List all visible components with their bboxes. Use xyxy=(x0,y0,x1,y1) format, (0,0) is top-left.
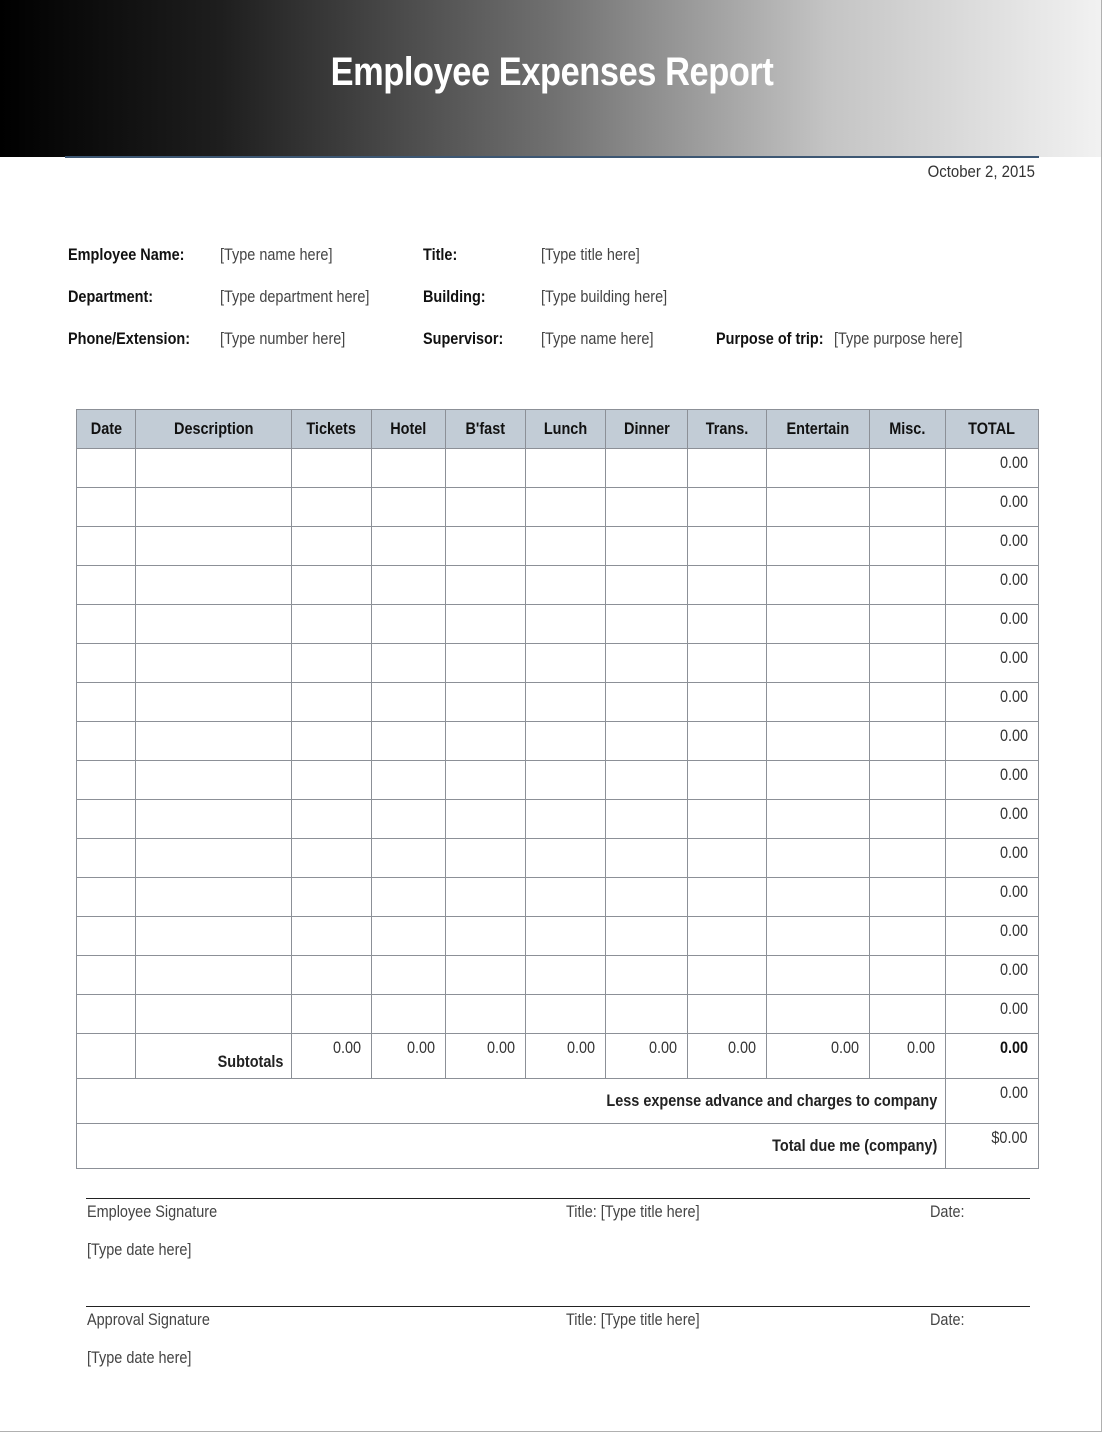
cell-date[interactable] xyxy=(77,839,136,878)
col-hotel: Hotel xyxy=(372,410,446,449)
cell-total: 0.00 xyxy=(946,761,1039,800)
cell-trans[interactable] xyxy=(688,566,767,605)
cell-dinner[interactable] xyxy=(606,527,688,566)
cell-entertain[interactable] xyxy=(767,917,870,956)
cell-entertain[interactable] xyxy=(767,761,870,800)
cell-hotel[interactable] xyxy=(372,917,446,956)
cell-description[interactable] xyxy=(136,878,292,917)
table-row xyxy=(77,800,1039,839)
cell-dinner[interactable] xyxy=(606,956,688,995)
cell-entertain[interactable] xyxy=(767,878,870,917)
less-advance-label: Less expense advance and charges to company xyxy=(77,1079,946,1124)
approval-date-field[interactable]: [Type date here] xyxy=(87,1348,192,1367)
cell-date[interactable] xyxy=(77,566,136,605)
cell-date[interactable] xyxy=(77,917,136,956)
cell-total: 0.00 xyxy=(946,527,1039,566)
employee-signature-line[interactable] xyxy=(86,1198,1030,1199)
cell-total: 0.00 xyxy=(946,449,1039,488)
cell-tickets[interactable] xyxy=(292,644,372,683)
table-header-row xyxy=(77,410,1039,449)
phone-label: Phone/Extension: xyxy=(68,329,191,348)
table-row xyxy=(77,566,1039,605)
cell-description[interactable] xyxy=(136,566,292,605)
cell-description[interactable] xyxy=(136,917,292,956)
cell-trans[interactable] xyxy=(688,605,767,644)
cell-breakfast[interactable] xyxy=(446,683,526,722)
cell-description[interactable] xyxy=(136,605,292,644)
cell-date[interactable] xyxy=(77,722,136,761)
cell-breakfast[interactable] xyxy=(446,995,526,1034)
cell-date[interactable] xyxy=(77,761,136,800)
cell-lunch[interactable] xyxy=(526,722,606,761)
cell-date[interactable] xyxy=(77,800,136,839)
table-row xyxy=(77,527,1039,566)
subtotal-hotel: 0.00 xyxy=(372,1034,446,1079)
cell-trans[interactable] xyxy=(688,722,767,761)
cell-hotel[interactable] xyxy=(372,839,446,878)
cell-breakfast[interactable] xyxy=(446,761,526,800)
cell-trans[interactable] xyxy=(688,527,767,566)
employee-date-field[interactable]: [Type date here] xyxy=(87,1240,192,1259)
cell-tickets[interactable] xyxy=(292,527,372,566)
cell-date[interactable] xyxy=(77,527,136,566)
cell-dinner[interactable] xyxy=(606,644,688,683)
total-due-row xyxy=(77,1124,1039,1169)
cell-tickets[interactable] xyxy=(292,722,372,761)
cell-total: 0.00 xyxy=(946,488,1039,527)
cell-dinner[interactable] xyxy=(606,995,688,1034)
cell-lunch[interactable] xyxy=(526,644,606,683)
cell-hotel[interactable] xyxy=(372,605,446,644)
employee-signature-label: Employee Signature xyxy=(87,1202,218,1221)
cell-hotel[interactable] xyxy=(372,800,446,839)
cell-entertain[interactable] xyxy=(767,605,870,644)
subtotal-trans: 0.00 xyxy=(688,1034,767,1079)
expense-table xyxy=(76,409,1039,1169)
cell-total: 0.00 xyxy=(946,644,1039,683)
col-dinner: Dinner xyxy=(606,410,688,449)
cell-dinner[interactable] xyxy=(606,800,688,839)
cell-entertain[interactable] xyxy=(767,527,870,566)
cell-description[interactable] xyxy=(136,995,292,1034)
subtotal-tickets: 0.00 xyxy=(292,1034,372,1079)
cell-entertain[interactable] xyxy=(767,800,870,839)
cell-misc[interactable] xyxy=(870,449,946,488)
col-date: Date xyxy=(77,410,136,449)
cell-trans[interactable] xyxy=(688,488,767,527)
cell-misc[interactable] xyxy=(870,722,946,761)
cell-trans[interactable] xyxy=(688,956,767,995)
approval-title-field[interactable]: Title: [Type title here] xyxy=(566,1310,700,1329)
cell-entertain[interactable] xyxy=(767,644,870,683)
cell-breakfast[interactable] xyxy=(446,722,526,761)
department-field[interactable]: [Type department here] xyxy=(220,287,370,306)
cell-tickets[interactable] xyxy=(292,566,372,605)
cell-description[interactable] xyxy=(136,488,292,527)
cell-total: 0.00 xyxy=(946,566,1039,605)
cell-dinner[interactable] xyxy=(606,605,688,644)
cell-hotel[interactable] xyxy=(372,449,446,488)
cell-date[interactable] xyxy=(77,683,136,722)
building-label: Building: xyxy=(423,287,486,306)
cell-misc[interactable] xyxy=(870,488,946,527)
supervisor-label: Supervisor: xyxy=(423,329,504,348)
employee-date-label: Date: xyxy=(930,1202,965,1221)
table-row xyxy=(77,488,1039,527)
title-field[interactable]: [Type title here] xyxy=(541,245,640,264)
cell-misc[interactable] xyxy=(870,839,946,878)
col-tickets: Tickets xyxy=(292,410,372,449)
cell-hotel[interactable] xyxy=(372,995,446,1034)
cell-hotel[interactable] xyxy=(372,488,446,527)
cell-breakfast[interactable] xyxy=(446,605,526,644)
cell-date[interactable] xyxy=(77,605,136,644)
subtotal-misc: 0.00 xyxy=(870,1034,946,1079)
cell-lunch[interactable] xyxy=(526,917,606,956)
cell-tickets[interactable] xyxy=(292,956,372,995)
cell-dinner[interactable] xyxy=(606,917,688,956)
total-due-label: Total due me (company) xyxy=(77,1124,946,1169)
cell-breakfast[interactable] xyxy=(446,839,526,878)
header-rule xyxy=(65,156,1039,158)
cell-breakfast[interactable] xyxy=(446,800,526,839)
col-description: Description xyxy=(136,410,292,449)
cell-misc[interactable] xyxy=(870,605,946,644)
cell-breakfast[interactable] xyxy=(446,878,526,917)
cell-entertain[interactable] xyxy=(767,449,870,488)
cell-hotel[interactable] xyxy=(372,683,446,722)
cell-hotel[interactable] xyxy=(372,878,446,917)
less-advance-row xyxy=(77,1079,1039,1124)
cell-total: 0.00 xyxy=(946,839,1039,878)
approval-signature-label: Approval Signature xyxy=(87,1310,210,1329)
cell-trans[interactable] xyxy=(688,761,767,800)
report-date[interactable]: October 2, 2015 xyxy=(927,162,1035,181)
cell-breakfast[interactable] xyxy=(446,527,526,566)
cell-lunch[interactable] xyxy=(526,800,606,839)
cell-trans[interactable] xyxy=(688,644,767,683)
cell-tickets[interactable] xyxy=(292,761,372,800)
cell-description[interactable] xyxy=(136,722,292,761)
cell-hotel[interactable] xyxy=(372,644,446,683)
cell-misc[interactable] xyxy=(870,683,946,722)
col-trans: Trans. xyxy=(688,410,767,449)
cell-lunch[interactable] xyxy=(526,488,606,527)
cell-entertain[interactable] xyxy=(767,683,870,722)
cell-lunch[interactable] xyxy=(526,605,606,644)
purpose-label: Purpose of trip: xyxy=(716,329,824,348)
col-total: TOTAL xyxy=(946,410,1039,449)
header-banner xyxy=(0,0,1102,157)
less-advance-value[interactable]: 0.00 xyxy=(946,1079,1039,1124)
cell-trans[interactable] xyxy=(688,917,767,956)
cell-tickets[interactable] xyxy=(292,800,372,839)
cell-date[interactable] xyxy=(77,995,136,1034)
title-label: Title: xyxy=(423,245,458,264)
table-row xyxy=(77,449,1039,488)
cell-dinner[interactable] xyxy=(606,878,688,917)
cell-trans[interactable] xyxy=(688,878,767,917)
cell-dinner[interactable] xyxy=(606,488,688,527)
table-row xyxy=(77,917,1039,956)
cell-breakfast[interactable] xyxy=(446,917,526,956)
cell-lunch[interactable] xyxy=(526,878,606,917)
table-row xyxy=(77,839,1039,878)
cell-trans[interactable] xyxy=(688,995,767,1034)
cell-lunch[interactable] xyxy=(526,683,606,722)
cell-misc[interactable] xyxy=(870,566,946,605)
cell-tickets[interactable] xyxy=(292,683,372,722)
cell-total: 0.00 xyxy=(946,878,1039,917)
table-row xyxy=(77,683,1039,722)
cell-entertain[interactable] xyxy=(767,488,870,527)
col-lunch: Lunch xyxy=(526,410,606,449)
cell-date[interactable] xyxy=(77,956,136,995)
cell-tickets[interactable] xyxy=(292,488,372,527)
subtotal-total: 0.00 xyxy=(946,1034,1039,1079)
col-entertain: Entertain xyxy=(767,410,870,449)
cell-dinner[interactable] xyxy=(606,683,688,722)
cell-trans[interactable] xyxy=(688,449,767,488)
subtotal-dinner: 0.00 xyxy=(606,1034,688,1079)
col-breakfast: B'fast xyxy=(446,410,526,449)
cell-total: 0.00 xyxy=(946,722,1039,761)
cell-date[interactable] xyxy=(77,449,136,488)
cell-hotel[interactable] xyxy=(372,566,446,605)
cell-hotel[interactable] xyxy=(372,761,446,800)
department-label: Department: xyxy=(68,287,154,306)
cell-misc[interactable] xyxy=(870,878,946,917)
cell-total: 0.00 xyxy=(946,917,1039,956)
cell-date[interactable] xyxy=(77,878,136,917)
cell-entertain[interactable] xyxy=(767,956,870,995)
cell-lunch[interactable] xyxy=(526,839,606,878)
cell-breakfast[interactable] xyxy=(446,644,526,683)
employee-name-label: Employee Name: xyxy=(68,245,185,264)
cell-tickets[interactable] xyxy=(292,605,372,644)
cell-description[interactable] xyxy=(136,800,292,839)
cell-description[interactable] xyxy=(136,644,292,683)
cell-trans[interactable] xyxy=(688,839,767,878)
cell-description[interactable] xyxy=(136,449,292,488)
subtotal-entertain: 0.00 xyxy=(767,1034,870,1079)
cell-misc[interactable] xyxy=(870,917,946,956)
cell-breakfast[interactable] xyxy=(446,956,526,995)
col-misc: Misc. xyxy=(870,410,946,449)
table-row xyxy=(77,761,1039,800)
table-row xyxy=(77,605,1039,644)
cell-tickets[interactable] xyxy=(292,995,372,1034)
cell-entertain[interactable] xyxy=(767,566,870,605)
cell-lunch[interactable] xyxy=(526,995,606,1034)
cell-dinner[interactable] xyxy=(606,449,688,488)
cell-entertain[interactable] xyxy=(767,839,870,878)
cell-lunch[interactable] xyxy=(526,527,606,566)
cell-date[interactable] xyxy=(77,644,136,683)
supervisor-field[interactable]: [Type name here] xyxy=(541,329,654,348)
cell-date[interactable] xyxy=(77,488,136,527)
employee-name-field[interactable]: [Type name here] xyxy=(220,245,333,264)
cell-lunch[interactable] xyxy=(526,761,606,800)
cell-lunch[interactable] xyxy=(526,566,606,605)
cell-dinner[interactable] xyxy=(606,566,688,605)
cell-dinner[interactable] xyxy=(606,839,688,878)
cell-dinner[interactable] xyxy=(606,761,688,800)
cell-dinner[interactable] xyxy=(606,722,688,761)
subtotals-label: Subtotals xyxy=(136,1034,292,1079)
subtotal-lunch: 0.00 xyxy=(526,1034,606,1079)
cell-misc[interactable] xyxy=(870,800,946,839)
cell-tickets[interactable] xyxy=(292,839,372,878)
cell-tickets[interactable] xyxy=(292,917,372,956)
subtotal-breakfast: 0.00 xyxy=(446,1034,526,1079)
employee-title-field[interactable]: Title: [Type title here] xyxy=(566,1202,700,1221)
cell-description[interactable] xyxy=(136,683,292,722)
cell-total: 0.00 xyxy=(946,605,1039,644)
cell-tickets[interactable] xyxy=(292,449,372,488)
cell-total: 0.00 xyxy=(946,995,1039,1034)
approval-signature-line[interactable] xyxy=(86,1306,1030,1307)
cell-misc[interactable] xyxy=(870,644,946,683)
cell-trans[interactable] xyxy=(688,800,767,839)
cell-description[interactable] xyxy=(136,761,292,800)
cell-trans[interactable] xyxy=(688,683,767,722)
expense-rows xyxy=(77,449,1039,1034)
cell-misc[interactable] xyxy=(870,761,946,800)
subtotals-row xyxy=(77,1034,1039,1079)
cell-description[interactable] xyxy=(136,527,292,566)
cell-description[interactable] xyxy=(136,956,292,995)
cell-lunch[interactable] xyxy=(526,956,606,995)
building-field[interactable]: [Type building here] xyxy=(541,287,668,306)
cell-tickets[interactable] xyxy=(292,878,372,917)
cell-hotel[interactable] xyxy=(372,527,446,566)
subtotal-blank-cell xyxy=(77,1034,136,1079)
table-row xyxy=(77,722,1039,761)
cell-total: 0.00 xyxy=(946,683,1039,722)
cell-entertain[interactable] xyxy=(767,995,870,1034)
cell-total: 0.00 xyxy=(946,956,1039,995)
approval-date-label: Date: xyxy=(930,1310,965,1329)
table-row xyxy=(77,956,1039,995)
cell-lunch[interactable] xyxy=(526,449,606,488)
table-row xyxy=(77,995,1039,1034)
cell-hotel[interactable] xyxy=(372,956,446,995)
page-title: Employee Expenses Report xyxy=(330,50,774,94)
total-due-value: $0.00 xyxy=(946,1124,1039,1169)
cell-total: 0.00 xyxy=(946,800,1039,839)
cell-misc[interactable] xyxy=(870,956,946,995)
phone-field[interactable]: [Type number here] xyxy=(220,329,346,348)
cell-description[interactable] xyxy=(136,839,292,878)
cell-breakfast[interactable] xyxy=(446,488,526,527)
cell-hotel[interactable] xyxy=(372,722,446,761)
cell-breakfast[interactable] xyxy=(446,566,526,605)
cell-misc[interactable] xyxy=(870,527,946,566)
table-row xyxy=(77,644,1039,683)
cell-entertain[interactable] xyxy=(767,722,870,761)
table-row xyxy=(77,878,1039,917)
cell-misc[interactable] xyxy=(870,995,946,1034)
purpose-field[interactable]: [Type purpose here] xyxy=(834,329,963,348)
cell-breakfast[interactable] xyxy=(446,449,526,488)
